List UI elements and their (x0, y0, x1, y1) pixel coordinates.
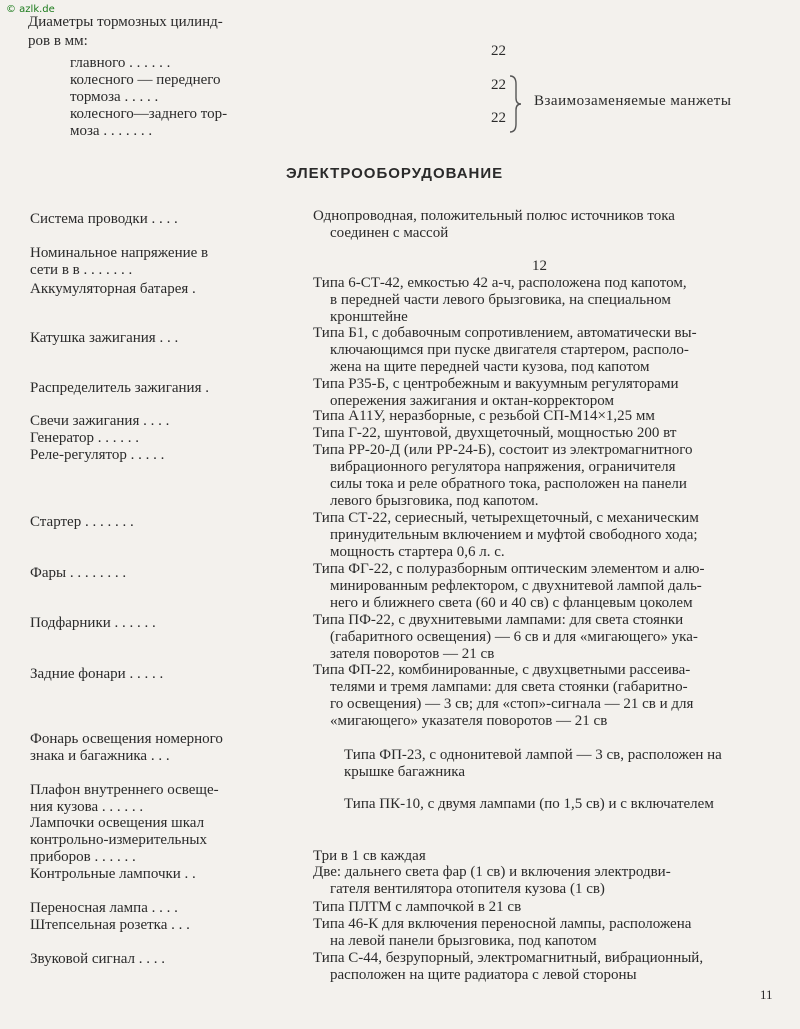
spec-value: Типа 6-СТ-42, емкостью 42 а-ч, расположена под капотом, (313, 275, 687, 291)
spec-label: знака и багажника . . . (30, 748, 170, 764)
spec-value: Типа СТ-22, сериесный, четырехщеточный, с механическим (313, 510, 699, 526)
spec-value: в передней части левого брызговика, на специальном (330, 292, 671, 308)
spec-value: зателя поворотов — 21 св (330, 646, 495, 662)
spec-value: Типа С-44, безрупорный, электромагнитный, вибрационный, (313, 950, 704, 966)
spec-label: сети в в . . . . . . . (30, 262, 133, 278)
spec-value: Однопроводная, положительный полюс источников тока (313, 208, 675, 224)
spec-label: ния кузова . . . . . . (30, 799, 144, 815)
spec-label: Плафон внутреннего освеще- (30, 782, 219, 798)
spec-value: Типа ФП-23, с однонитевой лампой — 3 св, расположен на (344, 747, 722, 763)
spec-label: Аккумуляторная батарея . (30, 281, 196, 297)
spec-value: ключающимся при пуске двигателя стартером, располо- (330, 342, 689, 358)
spec-label: Контрольные лампочки . . (30, 866, 196, 882)
spec-label: Переносная лампа . . . . (30, 900, 178, 916)
spec-value: Типа Р35-Б, с центробежным и вакуумным регуляторами (313, 376, 679, 392)
spec-label: Система проводки . . . . (30, 211, 178, 227)
spec-label: Задние фонари . . . . . (30, 666, 164, 682)
spec-value: соединен с массой (330, 225, 449, 241)
spec-value: минированным рефлектором, с двухнитевой лампой даль- (330, 578, 702, 594)
spec-label: Штепсельная розетка . . . (30, 917, 190, 933)
spec-label: Звуковой сигнал . . . . (30, 951, 166, 967)
spec-value: Типа ПФ-22, с двухнитевыми лампами: для света стоянки (313, 612, 684, 628)
spec-label: Генератор . . . . . . (30, 430, 139, 446)
brakes-heading-line1: Диаметры тормозных цилинд- (28, 14, 223, 30)
brake-row-value: 22 (491, 77, 506, 93)
spec-value: гателя вентилятора отопителя кузова (1 св) (330, 881, 605, 897)
spec-value: кронштейне (330, 309, 408, 325)
interchangeable-note: Взаимозаменяемые манжеты (534, 93, 732, 109)
spec-value: него и ближнего света (60 и 40 св) с фланцевым цоколем (330, 595, 693, 611)
spec-label: Распределитель зажигания . (30, 380, 209, 396)
brake-row-label: моза . . . . . . . (70, 123, 153, 139)
spec-value: телями и тремя лампами: для света стоянки (габаритно- (330, 679, 688, 695)
section-title: ЭЛЕКТРООБОРУДОВАНИЕ (286, 165, 504, 182)
spec-label: Свечи зажигания . . . . (30, 413, 170, 429)
spec-label: приборов . . . . . . (30, 849, 136, 865)
spec-label: Номинальное напряжение в (30, 245, 209, 261)
spec-value: (габаритного освещения) — 6 св и для «мигающего» ука- (330, 629, 698, 645)
spec-value: Три в 1 св каждая (313, 848, 426, 864)
spec-value: «мигающего» указателя поворотов — 21 св (330, 713, 608, 729)
spec-label: Стартер . . . . . . . (30, 514, 134, 530)
spec-value: Две: дальнего света фар (1 св) и включения электродви- (313, 864, 671, 880)
spec-value: го освещения) — 3 св; для «стоп»-сигнала — 21 св и для (330, 696, 694, 712)
spec-value: вибрационного регулятора напряжения, ограничителя (330, 459, 676, 475)
spec-label: Катушка зажигания . . . (30, 330, 179, 346)
spec-value: Типа РР-20-Д (или РР-24-Б), состоит из электромагнитного (313, 442, 693, 458)
spec-value: 12 (532, 258, 547, 274)
brake-row-value: 22 (491, 43, 506, 59)
brake-row-value: 22 (491, 110, 506, 126)
spec-value: левого брызговика, под капотом. (330, 493, 539, 509)
spec-value: Типа Б1, с добавочным сопротивлением, автоматически вы- (313, 325, 697, 341)
spec-value: Типа ФГ-22, с полуразборным оптическим элементом и алю- (313, 561, 705, 577)
brake-row-label: тормоза . . . . . (70, 89, 159, 105)
spec-value: Типа ФП-22, комбинированные, с двухцветными рассеива- (313, 662, 691, 678)
spec-value: Типа ПК-10, с двумя лампами (по 1,5 св) и с включателем (344, 796, 714, 812)
brace-bracket (508, 74, 522, 134)
spec-value: опережения зажигания и октан-корректором (330, 393, 614, 409)
page-number: 11 (760, 987, 773, 1002)
brake-row-label: колесного—заднего тор- (70, 106, 228, 122)
spec-value: силы тока и реле обратного тока, расположен на панели (330, 476, 687, 492)
spec-value: Типа Г-22, шунтовой, двухщеточный, мощностью 200 вт (313, 425, 677, 441)
spec-value: Типа ПЛТМ с лампочкой в 21 св (313, 899, 522, 915)
spec-label: Подфарники . . . . . . (30, 615, 156, 631)
brake-row-label: колесного — переднего (70, 72, 221, 88)
spec-label: Реле-регулятор . . . . . (30, 447, 165, 463)
spec-value: на левой панели брызговика, под капотом (330, 933, 597, 949)
spec-value: расположен на щите радиатора с левой стороны (330, 967, 637, 983)
spec-value: мощность стартера 0,6 л. с. (330, 544, 505, 560)
spec-label: контрольно-измерительных (30, 832, 208, 848)
spec-label: Фонарь освещения номерного (30, 731, 223, 747)
watermark: © azlk.de (6, 4, 55, 15)
spec-value: Типа А11У, неразборные, с резьбой СП-М14×1,25 мм (313, 408, 655, 424)
spec-value: крышке багажника (344, 764, 465, 780)
spec-label: Фары . . . . . . . . (30, 565, 127, 581)
brakes-heading-line2: ров в мм: (28, 33, 88, 49)
spec-label: Лампочки освещения шкал (30, 815, 205, 831)
brake-row-label: главного . . . . . . (70, 55, 171, 71)
spec-value: жена на щите передней части кузова, под капотом (330, 359, 650, 375)
spec-value: принудительным включением и муфтой свободного хода; (330, 527, 698, 543)
spec-value: Типа 46-К для включения переносной лампы, расположена (313, 916, 692, 932)
